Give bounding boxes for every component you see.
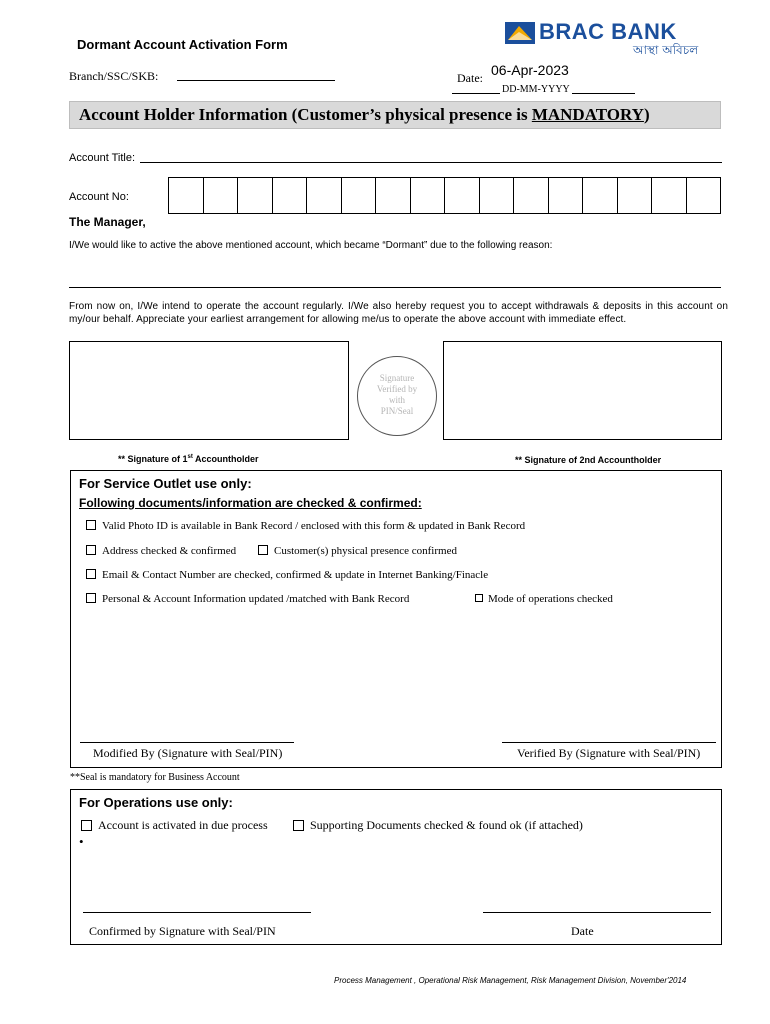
checkbox-icon[interactable]: [293, 820, 304, 831]
account-title-field[interactable]: [140, 162, 722, 163]
check-account-activated-label: Account is activated in due process: [98, 818, 268, 832]
check-personal-info-label: Personal & Account Information updated /matched with Bank Record: [102, 593, 410, 605]
check-mode-of-operations[interactable]: [475, 593, 613, 605]
checkbox-icon[interactable]: [86, 569, 96, 579]
signature-box-2[interactable]: [443, 341, 722, 440]
section-heading: [79, 105, 650, 125]
check-mode-of-operations-label: Mode of operations checked: [488, 593, 613, 605]
modified-by-signature-line[interactable]: [80, 742, 294, 743]
heading-prefix: Account Holder Information (Customer’s physical presence is: [79, 105, 532, 124]
heading-emphasis: MANDATORY: [531, 105, 644, 124]
reason-text: I/We would like to active the above mentioned account, which became “Dormant” due to the following reason:: [69, 240, 553, 251]
confirmed-by-label: Confirmed by Signature with Seal/PIN: [89, 924, 276, 938]
modified-by-label: Modified By (Signature with Seal/PIN): [93, 746, 283, 760]
check-address[interactable]: [86, 545, 236, 557]
check-photo-id[interactable]: [86, 520, 525, 532]
salutation: The Manager,: [69, 215, 146, 229]
footer-text: Process Management , Operational Risk Management, Risk Management Division, November'2014: [334, 976, 687, 985]
date-format-hint: DD-MM-YYYY: [502, 84, 570, 95]
check-supporting-docs-label: Supporting Documents checked & found ok (if attached): [310, 818, 583, 832]
account-no-cell[interactable]: [238, 178, 273, 213]
account-no-cell[interactable]: [273, 178, 308, 213]
branch-label: Branch/SSC/SKB:: [69, 69, 159, 83]
form-title: Dormant Account Activation Form: [77, 37, 288, 52]
operations-date-label: Date: [571, 924, 594, 938]
account-no-cell[interactable]: [342, 178, 377, 213]
signature-1-label: [118, 454, 259, 464]
account-no-cell[interactable]: [169, 178, 204, 213]
check-account-activated[interactable]: [81, 818, 268, 833]
account-no-cell[interactable]: [376, 178, 411, 213]
account-no-cell[interactable]: [652, 178, 687, 213]
verified-by-label: Verified By (Signature with Seal/PIN): [517, 746, 701, 760]
verified-by-signature-line[interactable]: [502, 742, 716, 743]
operations-heading: For Operations use only:: [79, 795, 233, 810]
commitment-text: From now on, I/We intend to operate the account regularly. I/We also hereby request you to accept withdrawals & deposits in this account on my/our behalf. Appreciate your earliest arrangement for allowing me/us to operate the above account with immediate effect.: [69, 301, 728, 325]
account-no-field[interactable]: [168, 177, 721, 214]
checkbox-icon[interactable]: [81, 820, 92, 831]
confirmed-by-signature-line[interactable]: [83, 912, 311, 913]
account-no-cell[interactable]: [307, 178, 342, 213]
service-outlet-heading: For Service Outlet use only:: [79, 476, 252, 491]
account-no-cell[interactable]: [204, 178, 239, 213]
seal-note: **Seal is mandatory for Business Account: [70, 772, 240, 783]
account-no-label: Account No:: [69, 191, 129, 203]
check-email-contact-label: Email & Contact Number are checked, confirmed & update in Internet Banking/Finacle: [102, 569, 489, 581]
account-no-cell[interactable]: [514, 178, 549, 213]
checkbox-icon[interactable]: [86, 545, 96, 555]
check-physical-presence[interactable]: [258, 545, 457, 557]
check-personal-info[interactable]: [86, 593, 409, 605]
operations-date-line[interactable]: [483, 912, 711, 913]
logo-tagline: আস্থা অবিচল: [633, 43, 699, 57]
account-no-cell[interactable]: [583, 178, 618, 213]
sig1-sup: st: [187, 454, 193, 460]
service-outlet-subheading: Following documents/information are checked & confirmed:: [79, 496, 422, 510]
signature-box-1[interactable]: [69, 341, 349, 440]
service-outlet-box: [70, 470, 722, 768]
logo-text: BRAC BANK: [539, 19, 677, 44]
check-email-contact[interactable]: [86, 569, 488, 581]
sig1-label-post: Accountholder: [192, 454, 259, 464]
checkbox-icon[interactable]: [258, 545, 268, 555]
check-physical-presence-label: Customer(s) physical presence confirmed: [274, 545, 457, 557]
account-no-cell[interactable]: [445, 178, 480, 213]
account-no-cell[interactable]: [480, 178, 515, 213]
operations-box: [70, 789, 722, 945]
account-no-cell[interactable]: [549, 178, 584, 213]
reason-field[interactable]: [69, 287, 721, 288]
heading-suffix: ): [643, 105, 650, 124]
checkbox-icon[interactable]: [86, 520, 96, 530]
date-value[interactable]: 06-Apr-2023: [491, 62, 569, 78]
stamp-text: Signature Verified by with PIN/Seal: [376, 373, 418, 416]
checkbox-icon[interactable]: [475, 594, 483, 602]
checkbox-icon[interactable]: [86, 593, 96, 603]
signature-2-label: ** Signature of 2nd Accountholder: [515, 455, 662, 465]
logo-mark-icon: [505, 22, 535, 44]
account-no-cell[interactable]: [618, 178, 653, 213]
sig1-label-pre: ** Signature of 1: [118, 454, 188, 464]
account-no-cell[interactable]: [411, 178, 446, 213]
account-no-cell[interactable]: [687, 178, 721, 213]
branch-field[interactable]: [177, 80, 335, 81]
brac-bank-logo: [505, 20, 715, 60]
check-address-label: Address checked & confirmed: [102, 545, 237, 557]
check-photo-id-label: Valid Photo ID is available in Bank Record / enclosed with this form & updated in Bank Record: [102, 520, 526, 532]
check-supporting-docs[interactable]: [293, 818, 583, 833]
bullet-point: •: [79, 834, 84, 849]
account-title-label: Account Title:: [69, 152, 136, 164]
date-label: Date:: [457, 71, 483, 85]
